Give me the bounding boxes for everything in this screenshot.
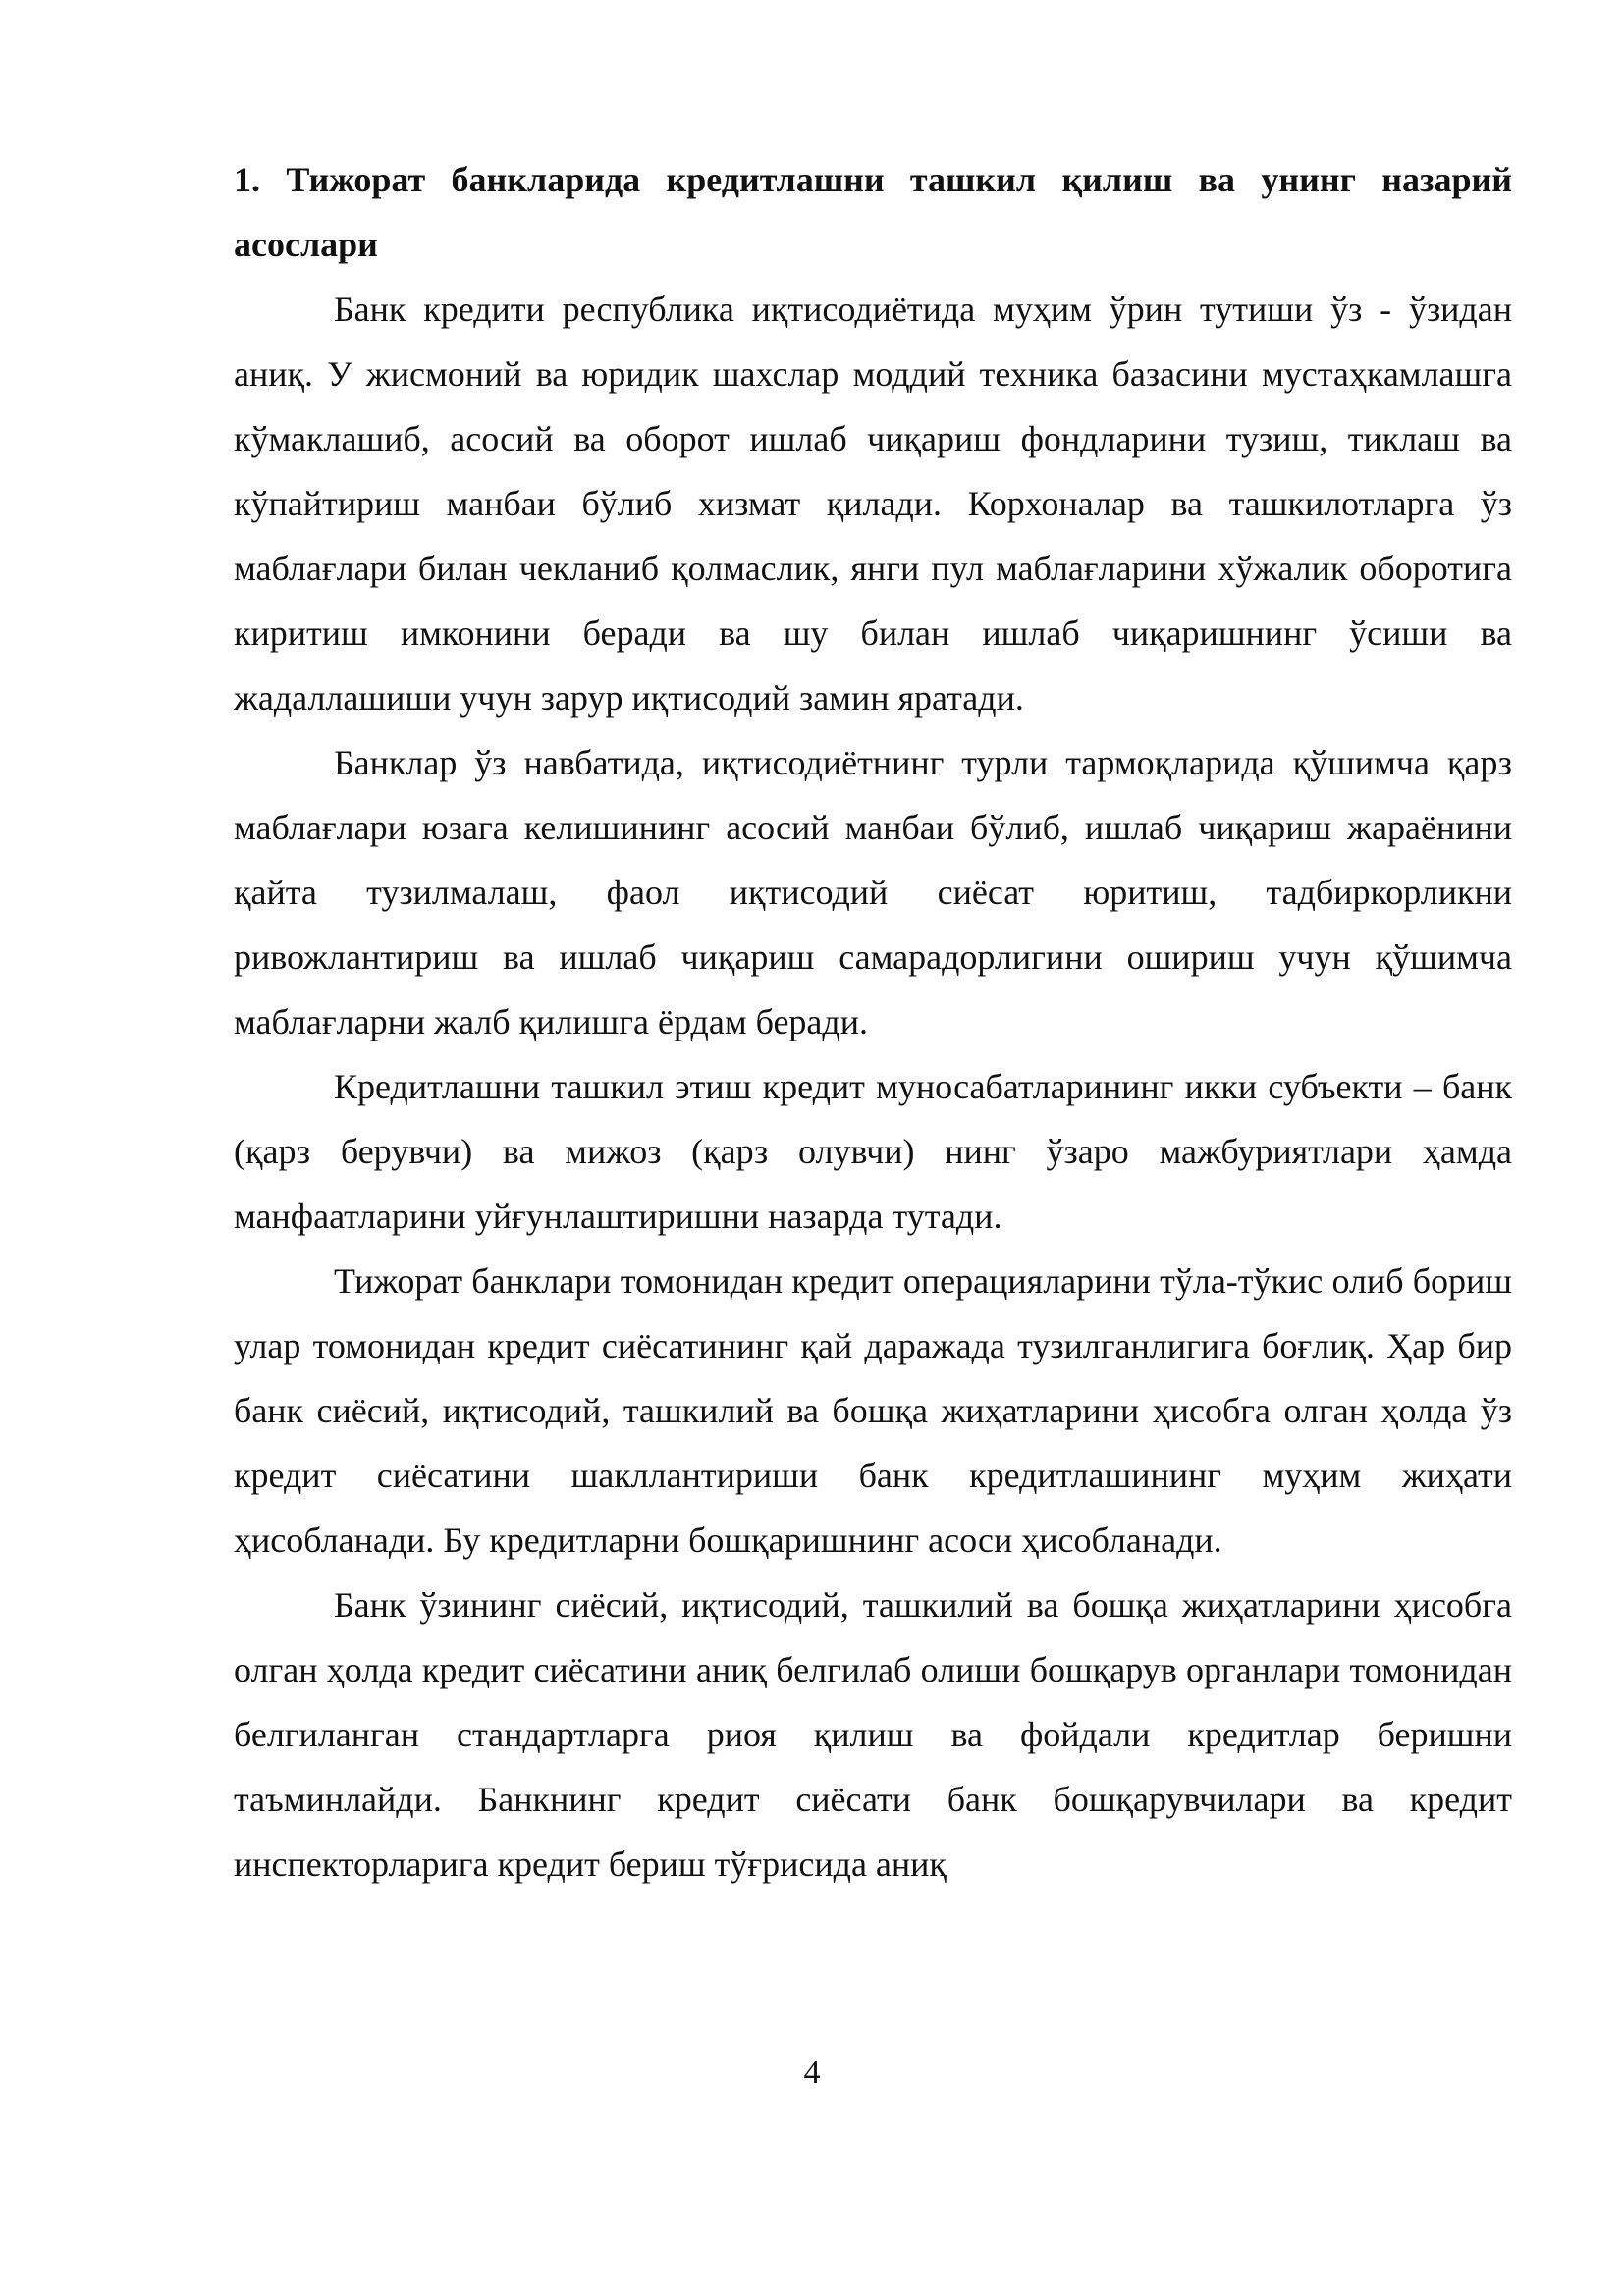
- section-heading: 1. Тижорат банкларида кредитлашни ташкил қилиш ва унинг назарий асослари: [234, 160, 1512, 264]
- paragraph-3: Кредитлашни ташкил этиш кредит муносабатларининг икки субъекти – банк (қарз берувчи) ва мижоз (қарз олувчи) нинг ўзаро мажбуриятлари ҳамда манфаатларини уйғунлаштиришни назарда тутади.: [234, 1067, 1512, 1236]
- paragraph-4: Тижорат банклари томонидан кредит операцияларини тўла-тўкис олиб бориш улар томонидан кредит сиёсатининг қай даражада тузилганлигига боғлиқ. Ҳар бир банк сиёсий, иқтисодий, ташкилий ва бошқа жиҳатларини ҳисобга олган ҳолда ўз кредит сиёсатини шакллантириши банк кредитлашининг муҳим жиҳати ҳисобланади. Бу кредитларни бошқаришнинг асоси ҳисобланади.: [234, 1261, 1512, 1560]
- paragraph-5: Банк ўзининг сиёсий, иқтисодий, ташкилий ва бошқа жиҳатларини ҳисобга олган ҳолда кредит сиёсатини аниқ белгилаб олиши бошқарув органлари томонидан белгиланган стандартларга риоя қилиш ва фойдали кредитлар беришни таъминлайди. Банкнинг кредит сиёсати банк бошқарувчилари ва кредит инспекторларига кредит бериш тўғрисида аниқ: [234, 1585, 1512, 1884]
- paragraph-2: Банклар ўз навбатида, иқтисодиётнинг турли тармоқларида қўшимча қарз маблағлари юзага келишининг асосий манбаи бўлиб, ишлаб чиқариш жараёнини қайта тузилмалаш, фаол иқтисодий сиёсат юритиш, тадбиркорликни ривожлантириш ва ишлаб чиқариш самарадорлигини ошириш учун қўшимча маблағларни жалб қилишга ёрдам беради.: [234, 743, 1512, 1041]
- paragraph-1: Банк кредити республика иқтисодиётида муҳим ўрин тутиши ўз - ўзидан аниқ. У жисмоний ва юридик шахслар моддий техника базасини мустаҳкамлашга кўмаклашиб, асосий ва оборот ишлаб чиқариш фондларини тузиш, тиклаш ва кўпайтириш манбаи бўлиб хизмат қилади. Корхоналар ва ташкилотларга ўз маблағлари билан чекланиб қолмаслик, янги пул маблағларини хўжалик оборотига киритиш имконини беради ва шу билан ишлаб чиқаришнинг ўсиши ва жадаллашиши учун зарур иқтисодий замин яратади.: [234, 290, 1512, 718]
- document-page: [234, 147, 1512, 1896]
- page-number: 4: [803, 2055, 821, 2091]
